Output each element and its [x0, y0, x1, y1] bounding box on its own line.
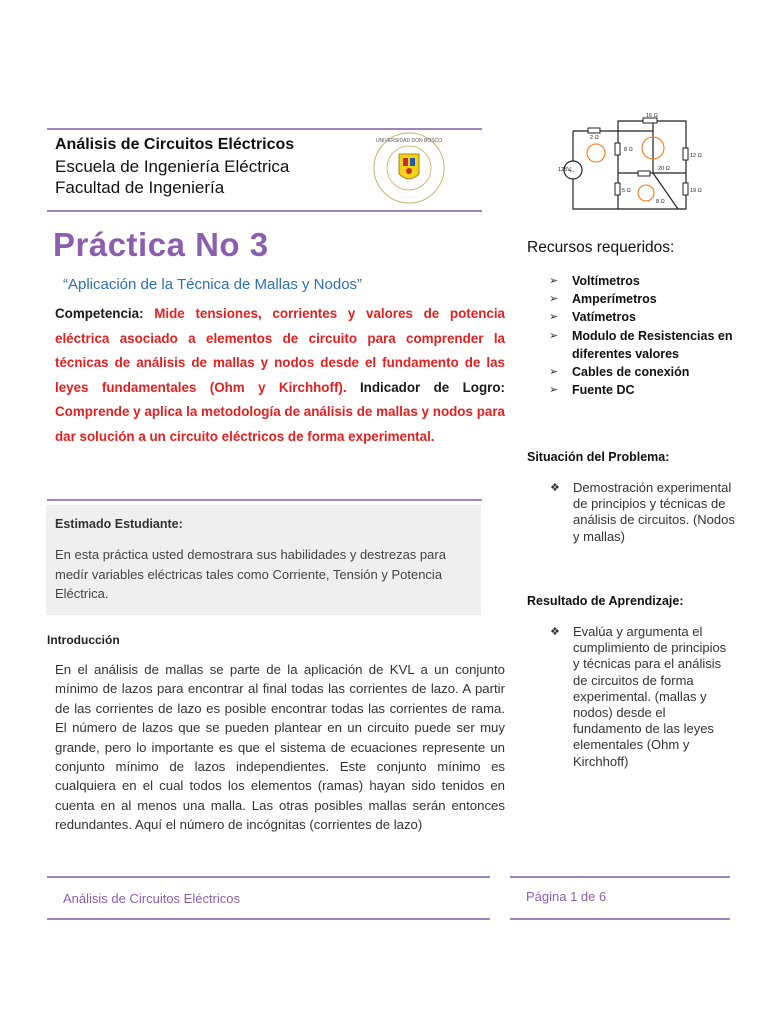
circuit-label: 5 Ω: [622, 188, 631, 194]
footer-course: Análisis de Circuitos Eléctricos: [63, 891, 241, 906]
competence-section: [55, 302, 505, 449]
arrow-bullet-icon: ➢: [549, 293, 559, 306]
arrow-bullet-icon: ➢: [549, 329, 559, 342]
learning-title: Resultado de Aprendizaje:: [527, 594, 684, 608]
situation-bullet: [550, 480, 735, 545]
diamond-bullet-icon: ❖: [550, 482, 560, 494]
resource-item: [549, 381, 734, 399]
resource-item: [549, 327, 734, 363]
footer-right-bottom-rule: [510, 918, 730, 920]
resource-item: [549, 308, 734, 326]
indicator-text: Comprende y aplica la metodología de análisis de mallas y nodos para dar solución a un circuito eléctricos de forma experimental.: [55, 404, 505, 444]
resources-list: [549, 272, 734, 399]
university-logo: [372, 130, 446, 206]
resource-item-label: Cables de conexión: [572, 365, 690, 380]
resource-item-label: Amperímetros: [572, 292, 657, 307]
resources-title: Recursos requeridos:: [527, 239, 675, 256]
circuit-label: 12 Ω: [690, 153, 702, 159]
intro-paragraph: En el análisis de mallas se parte de la aplicación de KVL a un conjunto mínimo de lazos para encontrar al final todas las corrientes de lazo. A partir de las corrientes de lazo es posible encontrar todas las corrientes de rama. El número de lazos que se pueden plantear en un circuito puede ser muy grande, pero lo importante es que el sistema de ecuaciones represente un conjunto mínimo de lazos independientes. Este conjunto mínimo es cualquiera en el cual todos los elementos (ramas) hayan sido tenidos en cuenta en al menos una malla. Las otras posibles mallas serán entonces redundantes. Aquí el número de incógnitas (corrientes de lazo): [55, 662, 505, 833]
resource-item-label: Modulo de Resistencias en diferentes valores: [572, 328, 733, 361]
circuit-label: 125V: [558, 167, 571, 173]
learning-item: [550, 624, 735, 770]
footer-right-top-rule: [510, 876, 730, 878]
circuit-label: 8 Ω: [624, 147, 633, 153]
learning-bullet: [550, 624, 735, 770]
learning-text: Evalúa y argumenta el cumplimiento de principios y técnicas para el análisis de circuitos de forma experimental. (mallas y nodos) desde el fundamento de las leyes elementales (Ohm y Kirchhoff): [573, 624, 727, 769]
faculty-name: Facultad de Ingeniería: [55, 178, 225, 197]
resource-item-label: Fuente DC: [572, 383, 635, 398]
box-top-rule: [47, 499, 482, 501]
school-name: Escuela de Ingeniería Eléctrica: [55, 157, 290, 176]
student-note-title: Estimado Estudiante:: [55, 517, 183, 531]
page-number: Página 1 de 6: [526, 889, 607, 904]
indicator-label: Indicador de Logro:: [359, 379, 505, 395]
practice-title: Práctica No 3: [53, 226, 269, 263]
resource-item-label: Vatímetros: [572, 310, 636, 325]
situation-title: Situación del Problema:: [527, 450, 670, 464]
circuit-label: 8 Ω: [656, 199, 665, 205]
student-note-text: En esta práctica usted demostrara sus habilidades y destrezas para medír variables eléctricas tales como Corriente, Tensión y Potencia Eléctrica.: [55, 547, 446, 601]
svg-text:· · · · · ·: · · · · · ·: [403, 196, 415, 200]
circuit-label: 2 Ω: [590, 135, 599, 141]
resource-item: [549, 363, 734, 381]
arrow-bullet-icon: ➢: [549, 311, 559, 324]
resource-item-label: Voltímetros: [572, 274, 640, 288]
situation-text: Demostración experimental de principios y técnicas de análisis de circuitos. (Nodos y mallas): [573, 480, 735, 544]
circuit-label: 20 Ω: [658, 166, 670, 172]
competence-label: Competencia:: [55, 306, 155, 321]
circuit-label: 16 Ω: [646, 113, 658, 119]
course-title: Análisis de Circuitos Eléctricos: [55, 136, 295, 153]
circuit-label: 19 Ω: [690, 188, 702, 194]
footer-left-bottom-rule: [47, 918, 490, 920]
circuit-diagram: [558, 113, 706, 215]
situation-item: [550, 480, 735, 545]
svg-text:UNIVERSIDAD DON BOSCO: UNIVERSIDAD DON BOSCO: [375, 138, 443, 144]
diamond-bullet-icon: ❖: [550, 626, 560, 638]
footer-left-top-rule: [47, 876, 490, 878]
practice-subtitle: “Aplicación de la Técnica de Mallas y Nodos”: [63, 276, 363, 293]
resource-item: [549, 290, 734, 308]
header-bottom-rule: [47, 210, 482, 212]
competence-text: Mide tensiones, corrientes y valores de potencia eléctrica asociado a elementos de circuito para comprender la técnicas de análisis de mallas y nodos desde el fundamento de las leyes fundamentales (Ohm y Kirchhoff).: [55, 306, 505, 395]
resource-item: [549, 272, 734, 290]
arrow-bullet-icon: ➢: [549, 275, 559, 287]
arrow-bullet-icon: ➢: [549, 366, 559, 379]
arrow-bullet-icon: ➢: [549, 384, 559, 397]
svg-text:+-: +-: [569, 169, 575, 175]
intro-heading: Introducción: [47, 633, 120, 647]
